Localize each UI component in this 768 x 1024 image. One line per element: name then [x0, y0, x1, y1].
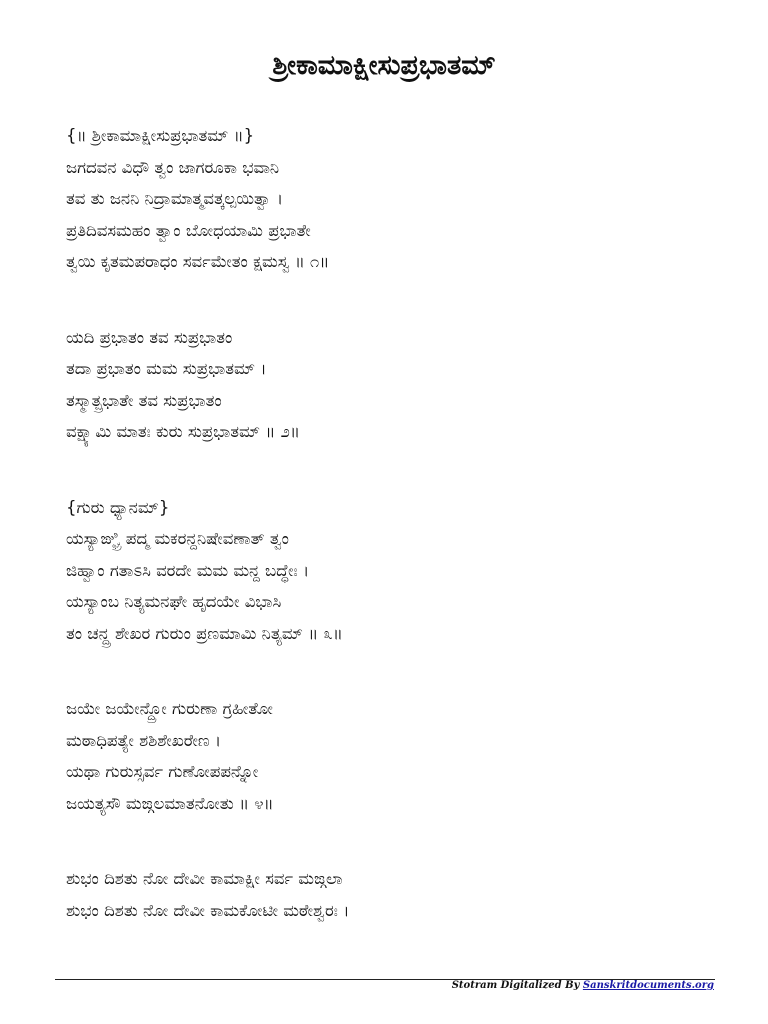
stotram-text [66, 120, 706, 970]
verse-line: ಯಥಾ ಗುರುಸ್ಸರ್ವ ಗುಣೋಪಪನ್ನೋ [66, 762, 259, 781]
stanza-4 [66, 693, 706, 819]
verse-line: ವಕ್ಷ್ಯಾಮಿ ಮಾತಃ ಕುರು ಸುಪ್ರಭಾತಮ್ ॥ ೨॥ [66, 422, 300, 441]
stanza-1 [66, 120, 706, 278]
verse-line: ಶುಭಂ ದಿಶತು ನೋ ದೇವೀ ಕಾಮಾಕ್ಷೀ ಸರ್ವ ಮಙ್ಗಲಾ [66, 869, 343, 888]
sanskritdocuments-link[interactable]: Sanskritdocuments.org [582, 980, 714, 991]
verse-line: ಜಗದವನ ವಿಧೌ ತ್ವಂ ಜಾಗರೂಕಾ ಭವಾನಿ [66, 157, 280, 177]
verse-line: ಜಯತ್ಯಸೌ ಮಙ್ಗಲಮಾತನೋತು ॥ ೪॥ [66, 793, 274, 813]
verse-line: ತ್ವಯಿ ಕೃತಮಪರಾಧಂ ಸರ್ವಮೇತಂ ಕ್ಷಮಸ್ವ ॥ ೧॥ [66, 252, 330, 271]
verse-line: ಯಸ್ಯಾಂಬ ನಿತ್ಯಮನಘೇ ಹೃದಯೇ ವಿಭಾಸಿ [66, 592, 282, 611]
verse-line: ಪ್ರತಿದಿವಸಮಹಂ ತ್ವಾಂ ಬೋಧಯಾಮಿ ಪ್ರಭಾತೇ [66, 220, 311, 240]
verse-line: ಜಿಹ್ವಾಂ ಗತಾಽಸಿ ವರದೇ ಮಮ ಮನ್ದ ಬದ್ಧೇಃ । [66, 560, 310, 580]
verse-line: ತಂ ಚನ್ದ್ರ ಶೇಖರ ಗುರುಂ ಪ್ರಣಮಾಮಿ ನಿತ್ಯಮ್ ॥ ೩॥ [66, 623, 343, 643]
stanza-5 [66, 863, 706, 926]
verse-line: ತವ ತು ಜನನಿ ನಿದ್ರಾಮಾತ್ಮವತ್ಕಲ್ಪಯಿತ್ವಾ । [66, 189, 284, 208]
stanza-2 [66, 322, 706, 448]
verse-line: ತದಾ ಪ್ರಭಾತಂ ಮಮ ಸುಪ್ರಭಾತಮ್ । [66, 359, 267, 378]
verse-line: {॥ ಶ್ರೀಕಾಮಾಕ್ಷೀಸುಪ್ರಭಾತಮ್ ॥} [66, 126, 255, 145]
footer-credit-text: Stotram Digitalized By [451, 980, 580, 991]
verse-line: ಜಯೇ ಜಯೇನ್ದ್ರೋ ಗುರುಣಾ ಗ್ರಹೀತೋ [66, 699, 273, 718]
verse-line: ಯಸ್ಯಾಙ್ಘ್ರಿ ಪದ್ಮ ಮಕರನ್ದನಿಷೇವಣಾತ್ ತ್ವಂ [66, 529, 289, 548]
verse-line: ಯದಿ ಪ್ರಭಾತಂ ತವ ಸುಪ್ರಭಾತಂ [66, 327, 233, 347]
verse-line: ಶುಭಂ ದಿಶತು ನೋ ದೇವೀ ಕಾಮಕೋಟೀ ಮಠೇಶ್ವರಃ । [66, 900, 350, 920]
footer-credit [452, 980, 714, 991]
verse-line: ತಸ್ಮಾತ್ಪ್ರಭಾತೇ ತವ ಸುಪ್ರಭಾತಂ [66, 390, 222, 410]
stanza-3 [66, 492, 706, 650]
page-title: ಶ್ರೀಕಾಮಾಕ್ಷೀಸುಪ್ರಭಾತಮ್ [272, 50, 496, 81]
verse-line: ಮಠಾಧಿಪತ್ಯೇ ಶಶಿಶೇಖರೇಣ । [66, 730, 222, 750]
verse-line: {ಗುರು ಧ್ಯಾನಮ್} [66, 497, 170, 517]
